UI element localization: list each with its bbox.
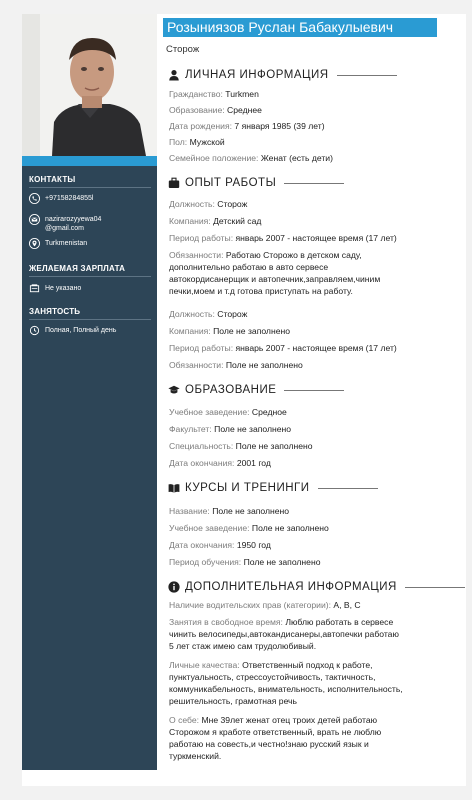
company-value: Детский сад bbox=[213, 216, 262, 226]
specialty-label: Специальность: bbox=[169, 441, 234, 451]
qualities-line-4: решительность, грамотная речь bbox=[169, 696, 298, 706]
contacts-heading: КОНТАКТЫ bbox=[29, 175, 76, 184]
qualities-label: Личные качества: bbox=[169, 660, 240, 670]
duties-line-2: дополнительно работаю в авто сервесе bbox=[169, 262, 329, 272]
job-title: Сторож bbox=[166, 44, 200, 55]
course-name-value: Поле не заполнено bbox=[212, 506, 290, 516]
courses-heading bbox=[168, 482, 378, 494]
email-line-2: @gmail.com bbox=[45, 225, 85, 232]
position-label: Должность: bbox=[169, 199, 215, 209]
duties-line-3: автокордисанерщик и автопечник,заправляем,чиним bbox=[169, 274, 381, 284]
education-title: ОБРАЗОВАНИЕ bbox=[185, 384, 277, 396]
license-row bbox=[169, 599, 441, 611]
location-text: Turkmenistan bbox=[45, 240, 88, 247]
course-period-row bbox=[169, 556, 441, 568]
email-line-1: nazirarozyyewa04 bbox=[45, 216, 102, 223]
about-row bbox=[169, 714, 441, 762]
period-label: Период работы: bbox=[169, 233, 234, 243]
citizenship-value: Turkmen bbox=[225, 89, 259, 99]
course-school-row bbox=[169, 522, 441, 534]
briefcase-icon bbox=[168, 177, 180, 189]
qualities-row bbox=[169, 659, 441, 707]
faculty-label: Факультет: bbox=[169, 424, 212, 434]
school-row bbox=[169, 406, 441, 418]
course-school-value: Поле не заполнено bbox=[251, 523, 329, 533]
extra-title: ДОПОЛНИТЕЛЬНАЯ ИНФОРМАЦИЯ bbox=[185, 581, 397, 593]
job1-duties-row bbox=[169, 249, 441, 297]
birth-label: Дата рождения: bbox=[169, 121, 233, 131]
education-end-label: Дата окончания: bbox=[169, 458, 235, 468]
about-line-3: работаю на совесть,и честно!знаю русский язык и bbox=[169, 739, 369, 749]
family-row bbox=[169, 152, 441, 164]
location-row bbox=[29, 238, 87, 249]
specialty-row bbox=[169, 440, 441, 452]
hobby-line-2: чинить велосипеды,автокандисанеры,автопечки работаю bbox=[169, 629, 399, 639]
employment-value: Полная, Полный день bbox=[45, 327, 117, 334]
salary-divider bbox=[29, 276, 151, 277]
profile-photo bbox=[22, 14, 157, 156]
family-label: Семейное положение: bbox=[169, 153, 259, 163]
birth-row bbox=[169, 120, 441, 132]
employment-row bbox=[29, 325, 116, 336]
location-icon bbox=[29, 238, 40, 249]
sex-value: Мужской bbox=[189, 137, 225, 147]
duties-label: Обязанности: bbox=[169, 360, 224, 370]
full-name: Розыниязов Руслан Бабакулыевич bbox=[163, 18, 437, 37]
period-value: январь 2007 - настоящее время (17 лет) bbox=[235, 233, 397, 243]
education-level-label: Образование: bbox=[169, 105, 225, 115]
qualities-line-3: коммуникабельность, внимательность, исполнительность, bbox=[169, 684, 403, 694]
qualities-line-2: пунктуальность, стрессоустойчивость, тактичность, bbox=[169, 672, 376, 682]
extra-heading bbox=[168, 581, 465, 593]
school-value: Средное bbox=[251, 407, 287, 417]
course-end-value: 1950 год bbox=[236, 540, 271, 550]
education-level-value: Среднее bbox=[227, 105, 262, 115]
book-icon bbox=[168, 482, 180, 494]
heading-rule bbox=[405, 587, 465, 588]
job2-company-row bbox=[169, 325, 441, 337]
money-icon bbox=[29, 283, 40, 294]
job2-duties-row bbox=[169, 359, 441, 371]
course-school-label: Учебное заведение: bbox=[169, 523, 250, 533]
heading-rule bbox=[318, 488, 378, 489]
email-icon bbox=[29, 214, 40, 225]
duties-line-4: печки,моем и т.д готова приступать на работу. bbox=[169, 286, 353, 296]
hobby-label: Занятия в свободное время: bbox=[169, 617, 283, 627]
qualities-line-1: Ответственный подход к работе, bbox=[242, 660, 373, 670]
about-line-1: Мне 39лет женат отец троих детей работаю bbox=[201, 715, 378, 725]
license-label: Наличие водительских прав (категории): bbox=[169, 600, 332, 610]
heading-rule bbox=[284, 390, 344, 391]
courses-title: КУРСЫ И ТРЕНИНГИ bbox=[185, 482, 310, 494]
education-heading bbox=[168, 384, 344, 396]
salary-value: Не указано bbox=[45, 285, 82, 292]
about-label: О себе: bbox=[169, 715, 200, 725]
specialty-value: Поле не заполнено bbox=[235, 441, 313, 451]
course-name-row bbox=[169, 505, 441, 517]
course-period-label: Период обучения: bbox=[169, 557, 242, 567]
job2-position-row bbox=[169, 308, 441, 320]
education-end-row bbox=[169, 457, 441, 469]
duties-line-1: Работаю Сторожо в детском саду, bbox=[225, 250, 362, 260]
faculty-value: Поле не заполнено bbox=[214, 424, 292, 434]
heading-rule bbox=[337, 75, 397, 76]
heading-rule bbox=[284, 183, 344, 184]
course-end-row bbox=[169, 539, 441, 551]
school-label: Учебное заведение: bbox=[169, 407, 250, 417]
citizenship-row bbox=[169, 88, 441, 100]
course-name-label: Название: bbox=[169, 506, 210, 516]
sidebar bbox=[22, 14, 157, 770]
personal-info-heading bbox=[168, 69, 397, 81]
hobby-line-3: 5 лет стаж имею сам трудолюбивый. bbox=[169, 641, 317, 651]
phone-number[interactable]: +97158284855l bbox=[45, 195, 94, 202]
position-value: Сторож bbox=[217, 199, 248, 209]
period-value: январь 2007 - настоящее время (17 лет) bbox=[235, 343, 397, 353]
faculty-row bbox=[169, 423, 441, 435]
education-end-value: 2001 год bbox=[236, 458, 271, 468]
hobby-row bbox=[169, 616, 441, 652]
salary-row bbox=[29, 283, 81, 294]
company-label: Компания: bbox=[169, 216, 211, 226]
phone-icon bbox=[29, 193, 40, 204]
education-level-row bbox=[169, 104, 441, 116]
company-label: Компания: bbox=[169, 326, 211, 336]
graduation-cap-icon bbox=[168, 384, 180, 396]
work-heading bbox=[168, 177, 344, 189]
email-address[interactable] bbox=[45, 214, 101, 233]
job1-company-row bbox=[169, 215, 441, 227]
job2-period-row bbox=[169, 342, 441, 354]
about-line-4: туркменский. bbox=[169, 751, 222, 761]
clock-icon bbox=[29, 325, 40, 336]
photo-accent-bar bbox=[22, 156, 157, 166]
employment-heading: ЗАНЯТОСТЬ bbox=[29, 307, 81, 316]
info-icon bbox=[168, 581, 180, 593]
job1-position-row bbox=[169, 198, 441, 210]
course-period-value: Поле не заполнено bbox=[243, 557, 321, 567]
duties-value: Поле не заполнено bbox=[225, 360, 303, 370]
about-line-2: Сторожом я крaботе ответственный, врать не люблю bbox=[169, 727, 382, 737]
employment-divider bbox=[29, 319, 151, 320]
position-label: Должность: bbox=[169, 309, 215, 319]
sex-row bbox=[169, 136, 441, 148]
person-icon bbox=[168, 69, 180, 81]
course-end-label: Дата окончания: bbox=[169, 540, 235, 550]
work-title: ОПЫТ РАБОТЫ bbox=[185, 177, 277, 189]
sex-label: Пол: bbox=[169, 137, 188, 147]
period-label: Период работы: bbox=[169, 343, 234, 353]
job1-period-row bbox=[169, 232, 441, 244]
position-value: Сторож bbox=[217, 309, 248, 319]
hobby-line-1: Люблю работать в сервесе bbox=[285, 617, 394, 627]
personal-info-title: ЛИЧНАЯ ИНФОРМАЦИЯ bbox=[185, 69, 329, 81]
email-row bbox=[29, 214, 101, 233]
company-value: Поле не заполнено bbox=[213, 326, 290, 336]
citizenship-label: Гражданство: bbox=[169, 89, 223, 99]
family-value: Женат (есть дети) bbox=[260, 153, 333, 163]
phone-row bbox=[29, 193, 93, 204]
contacts-divider bbox=[29, 187, 151, 188]
salary-heading: ЖЕЛАЕМАЯ ЗАРПЛАТА bbox=[29, 264, 126, 273]
birth-value: 7 января 1985 (39 лет) bbox=[234, 121, 325, 131]
license-value: A, B, C bbox=[333, 600, 361, 610]
duties-label: Обязанности: bbox=[169, 250, 224, 260]
